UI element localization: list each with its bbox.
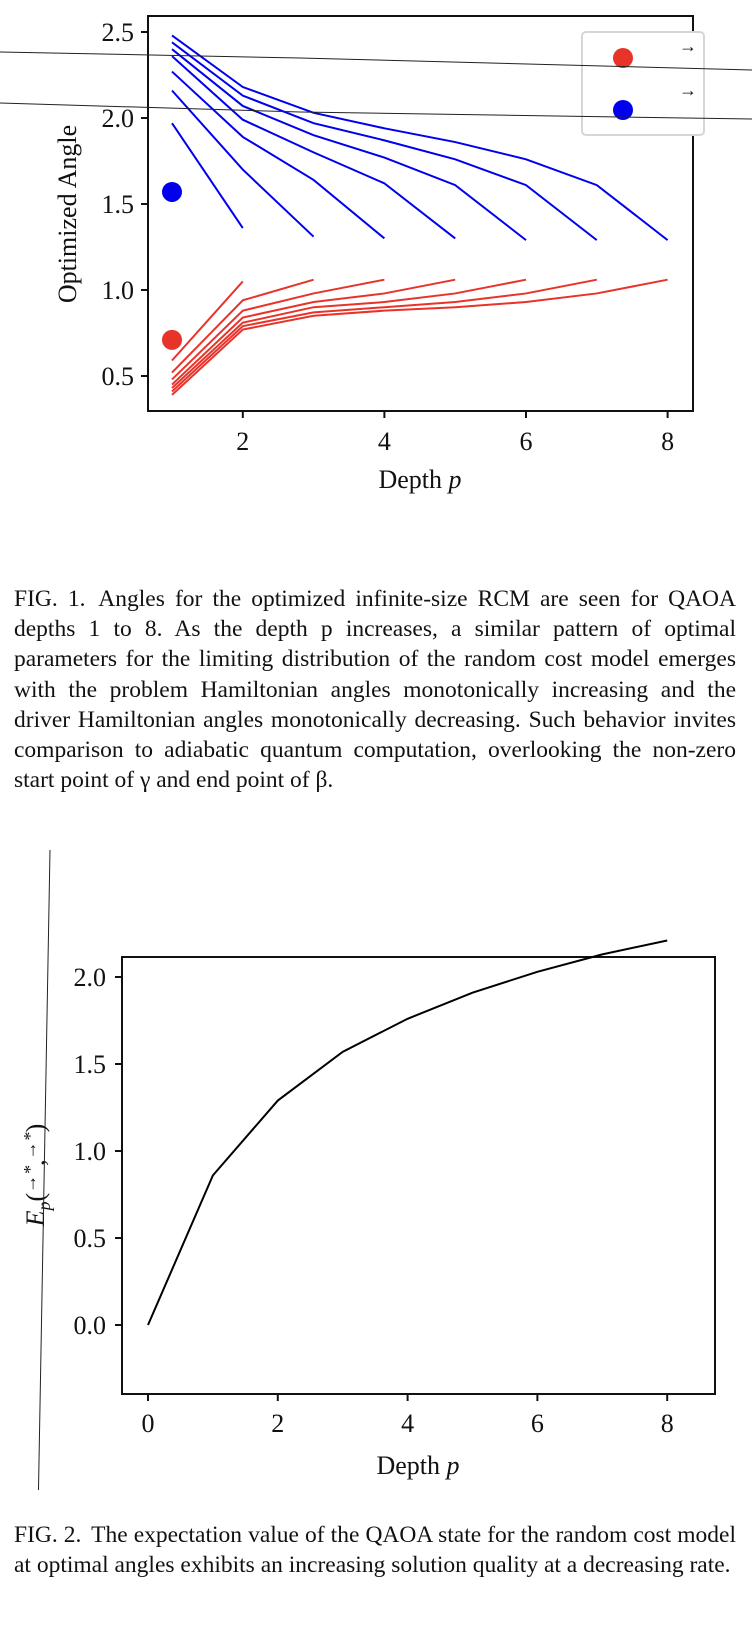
x-axis-ticks [236, 411, 674, 456]
series-line [172, 72, 384, 239]
caption-text: The expectation value of the QAOA state for the random cost model at optimal angles exhibits an increasing solution quality at a decreasing rate. [14, 1522, 736, 1579]
caption-label: FIG. 2. [14, 1522, 82, 1548]
caption-text: Angles for the optimized infinite-size RCM are seen for QAOA depths 1 to 8. As the depth p increases, a similar pattern of optimal parameters for the limiting distribution of the random cost model emerges with the problem Hamiltonian angles monotonically increasing and the driver Hamiltonian angles monotonically decreasing. Such behavior invites comparison to adiabatic quantum computation, overlooking the non-zero start point of γ and end point of β. [14, 586, 736, 794]
y-axis-ticks [74, 963, 123, 1340]
y-tick-label: 0.5 [73, 1224, 106, 1253]
x-tick-label: 2 [271, 1409, 285, 1438]
y-tick-label: 2.0 [73, 963, 106, 992]
plot-frame [122, 957, 715, 1394]
y-tick-label: 2.0 [101, 104, 134, 133]
y-tick-label: 2.5 [101, 18, 134, 47]
x-tick-label: 2 [236, 427, 250, 456]
figure-2-chart [0, 850, 752, 1490]
series-line [148, 940, 667, 1325]
legend-label-gamma: → [679, 36, 697, 56]
x-axis-label: Depth p [376, 1451, 460, 1480]
y-tick-label: 1.5 [101, 190, 134, 219]
series-line [172, 280, 455, 385]
figure-2-caption [14, 1520, 736, 1580]
x-tick-label: 0 [141, 1409, 155, 1438]
x-tick-label: 6 [519, 427, 533, 456]
series-line [172, 42, 597, 240]
y-tick-label: 1.5 [73, 1050, 106, 1079]
y-axis-ticks [102, 18, 149, 391]
y-axis-label [20, 1124, 54, 1228]
y-tick-label: 0.0 [73, 1311, 106, 1340]
svg-text:Ep(→*,→*): $E_p(^{\to*},^{\to*})$ [20, 1123, 54, 1227]
y-tick-label: 1.0 [73, 1137, 106, 1166]
x-axis-label: Depth p [378, 465, 462, 494]
y-tick-label: 1.0 [101, 276, 134, 305]
x-tick-label: 8 [660, 1409, 674, 1438]
x-tick-label: 8 [661, 427, 675, 456]
series-line [172, 90, 314, 236]
y-tick-label: 0.5 [101, 362, 134, 391]
series-line [172, 49, 526, 240]
x-tick-label: 4 [377, 427, 391, 456]
figure-1-chart [0, 0, 752, 520]
x-tick-label: 6 [530, 1409, 544, 1438]
legend [582, 32, 704, 135]
legend-marker-gamma [613, 48, 633, 68]
series-line [172, 123, 243, 228]
x-tick-label: 4 [401, 1409, 415, 1438]
data-point [162, 182, 182, 202]
y-axis-label: Optimized Angle [53, 124, 82, 304]
series-line [148, 940, 667, 1325]
caption-label: FIG. 1. [14, 586, 86, 612]
legend-label-beta: → [679, 80, 697, 100]
data-point [162, 330, 182, 350]
figure-1-caption [14, 584, 736, 795]
x-axis-ticks [142, 1394, 674, 1438]
